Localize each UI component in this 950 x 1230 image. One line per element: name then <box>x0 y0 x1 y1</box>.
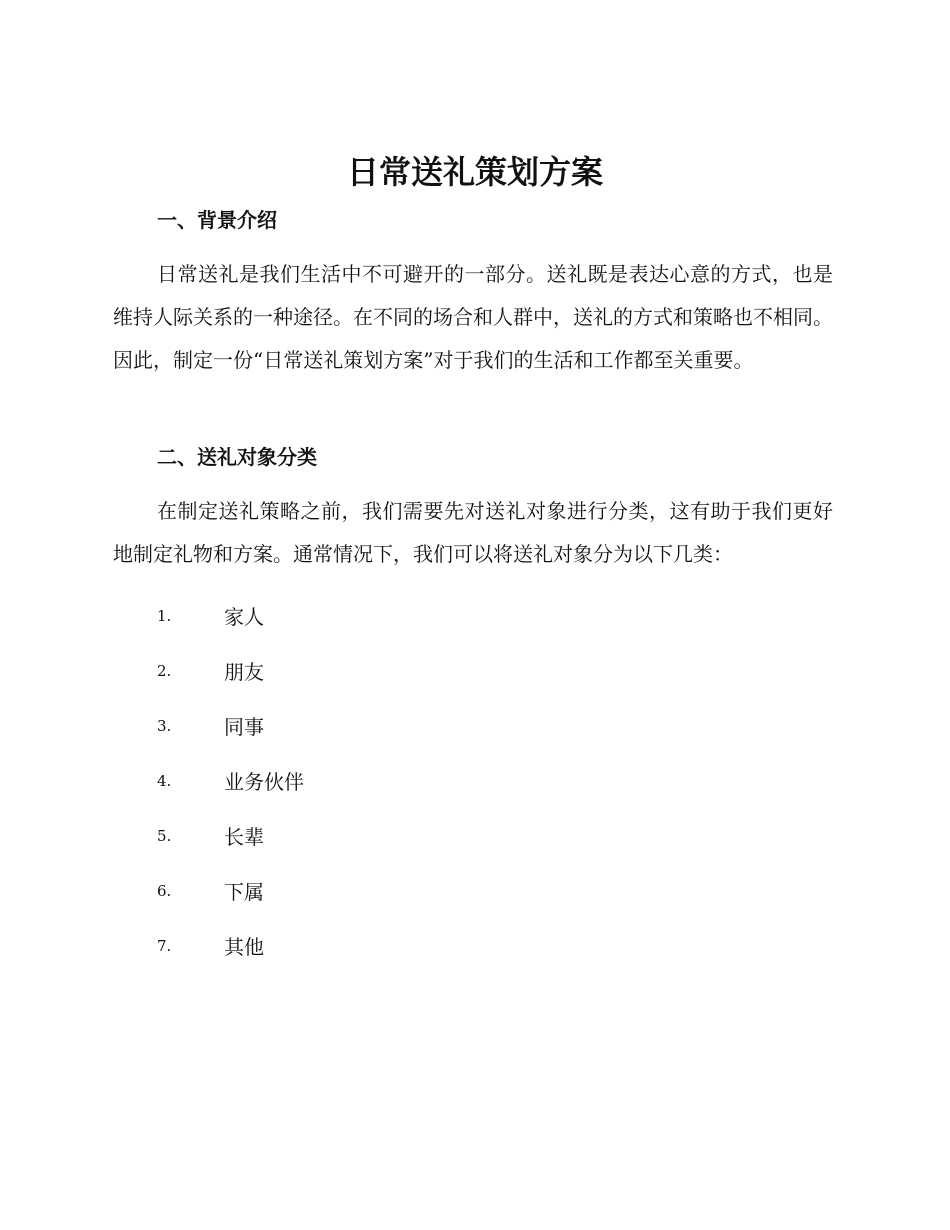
section-heading-background: 一、背景介绍 <box>157 208 277 232</box>
list-item-number: 3. <box>157 716 172 735</box>
list-item <box>157 808 304 863</box>
list-item-text: 其他 <box>224 935 264 959</box>
section-heading-recipients: 二、送礼对象分类 <box>157 445 317 469</box>
list-item <box>157 918 304 973</box>
background-paragraph: 日常送礼是我们生活中不可避开的一部分。送礼既是表达心意的方式，也是维持人际关系的一种途径。在不同的场合和人群中，送礼的方式和策略也不相同。因此，制定一份“日常送礼策划方案”对于我们的生活和工作都至关重要。 <box>113 262 833 372</box>
list-item-text: 朋友 <box>224 660 264 684</box>
list-item-text: 业务伙伴 <box>224 770 304 794</box>
recipient-category-list <box>157 588 304 973</box>
list-item <box>157 863 304 918</box>
list-item-number: 7. <box>157 936 172 955</box>
list-item-number: 5. <box>157 826 172 845</box>
list-item <box>157 698 304 753</box>
list-item <box>157 753 304 808</box>
list-item-number: 4. <box>157 771 172 790</box>
list-item <box>157 588 304 643</box>
list-item-text: 下属 <box>224 880 264 904</box>
list-item-text: 同事 <box>224 715 264 739</box>
list-item-number: 6. <box>157 881 172 900</box>
list-item-text: 家人 <box>224 605 264 629</box>
recipients-paragraph: 在制定送礼策略之前，我们需要先对送礼对象进行分类，这有助于我们更好地制定礼物和方案。通常情况下，我们可以将送礼对象分为以下几类： <box>113 499 833 566</box>
document-title: 日常送礼策划方案 <box>346 153 603 191</box>
list-item <box>157 643 304 698</box>
list-item-number: 1. <box>157 606 172 625</box>
list-item-text: 长辈 <box>224 825 264 849</box>
list-item-number: 2. <box>157 661 172 680</box>
